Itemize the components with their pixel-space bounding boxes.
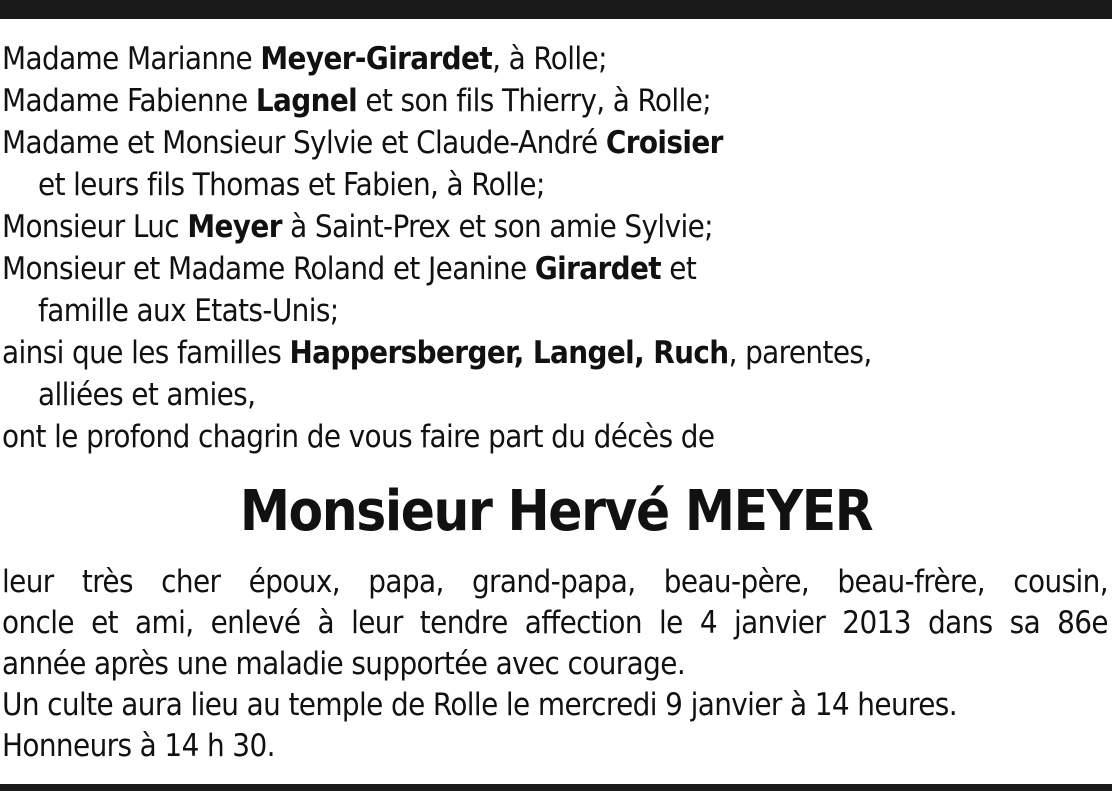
family-surname: Girardet bbox=[534, 251, 662, 287]
honours-info: Honneurs à 14 h 30. bbox=[2, 728, 275, 764]
family-line bbox=[2, 38, 1108, 80]
family-announcement bbox=[2, 38, 1108, 458]
family-line-continued bbox=[2, 290, 1108, 332]
service-info: Un culte aura lieu au temple de Rolle le mercredi 9 janvier à 14 heures. bbox=[2, 687, 957, 723]
family-line bbox=[2, 332, 1108, 374]
family-line bbox=[2, 206, 1108, 248]
top-rule bbox=[0, 0, 1112, 19]
family-surname: Meyer bbox=[187, 209, 282, 245]
announcement-line bbox=[2, 416, 1108, 458]
family-text: et leurs fils Thomas et Fabien, à Rolle; bbox=[38, 167, 545, 203]
family-text: et son fils Thierry, à Rolle; bbox=[357, 83, 712, 119]
family-text: Monsieur Luc bbox=[2, 209, 188, 245]
family-text: à Saint-Prex et son amie Sylvie; bbox=[281, 209, 713, 245]
family-text: , parentes, bbox=[728, 335, 872, 371]
tribute-line: leur très cher époux, papa, grand-papa, beau-père, beau-frère, cousin, bbox=[2, 564, 1108, 600]
family-line bbox=[2, 122, 1108, 164]
family-text: Monsieur et Madame Roland et Jeanine bbox=[2, 251, 535, 287]
family-text: Madame Fabienne bbox=[2, 83, 256, 119]
family-line-continued bbox=[2, 374, 1108, 416]
tribute-text bbox=[2, 562, 1108, 767]
family-text: alliées et amies, bbox=[38, 377, 256, 413]
family-surname: Croisier bbox=[605, 125, 723, 161]
family-line bbox=[2, 248, 1108, 290]
family-surname: Happersberger, Langel, Ruch bbox=[289, 335, 729, 371]
family-text: ainsi que les familles bbox=[2, 335, 290, 371]
family-text: famille aux Etats-Unis; bbox=[38, 293, 339, 329]
deceased-name: Monsieur Hervé MEYER bbox=[239, 479, 873, 544]
bottom-rule bbox=[0, 784, 1112, 791]
family-surname: Meyer-Girardet bbox=[260, 41, 493, 77]
tribute-line: année après une maladie supportée avec courage. bbox=[2, 646, 686, 682]
family-surname: Lagnel bbox=[255, 83, 358, 119]
family-line-continued bbox=[2, 164, 1108, 206]
family-text: , à Rolle; bbox=[492, 41, 607, 77]
tribute-line: oncle et ami, enlevé à leur tendre affection le 4 janvier 2013 dans sa 86e bbox=[2, 605, 1108, 641]
family-text: Madame et Monsieur Sylvie et Claude-André bbox=[2, 125, 606, 161]
family-text: ont le profond chagrin de vous faire part du décès de bbox=[2, 419, 715, 455]
family-text: Madame Marianne bbox=[2, 41, 261, 77]
family-text: et bbox=[661, 251, 697, 287]
family-line bbox=[2, 80, 1108, 122]
